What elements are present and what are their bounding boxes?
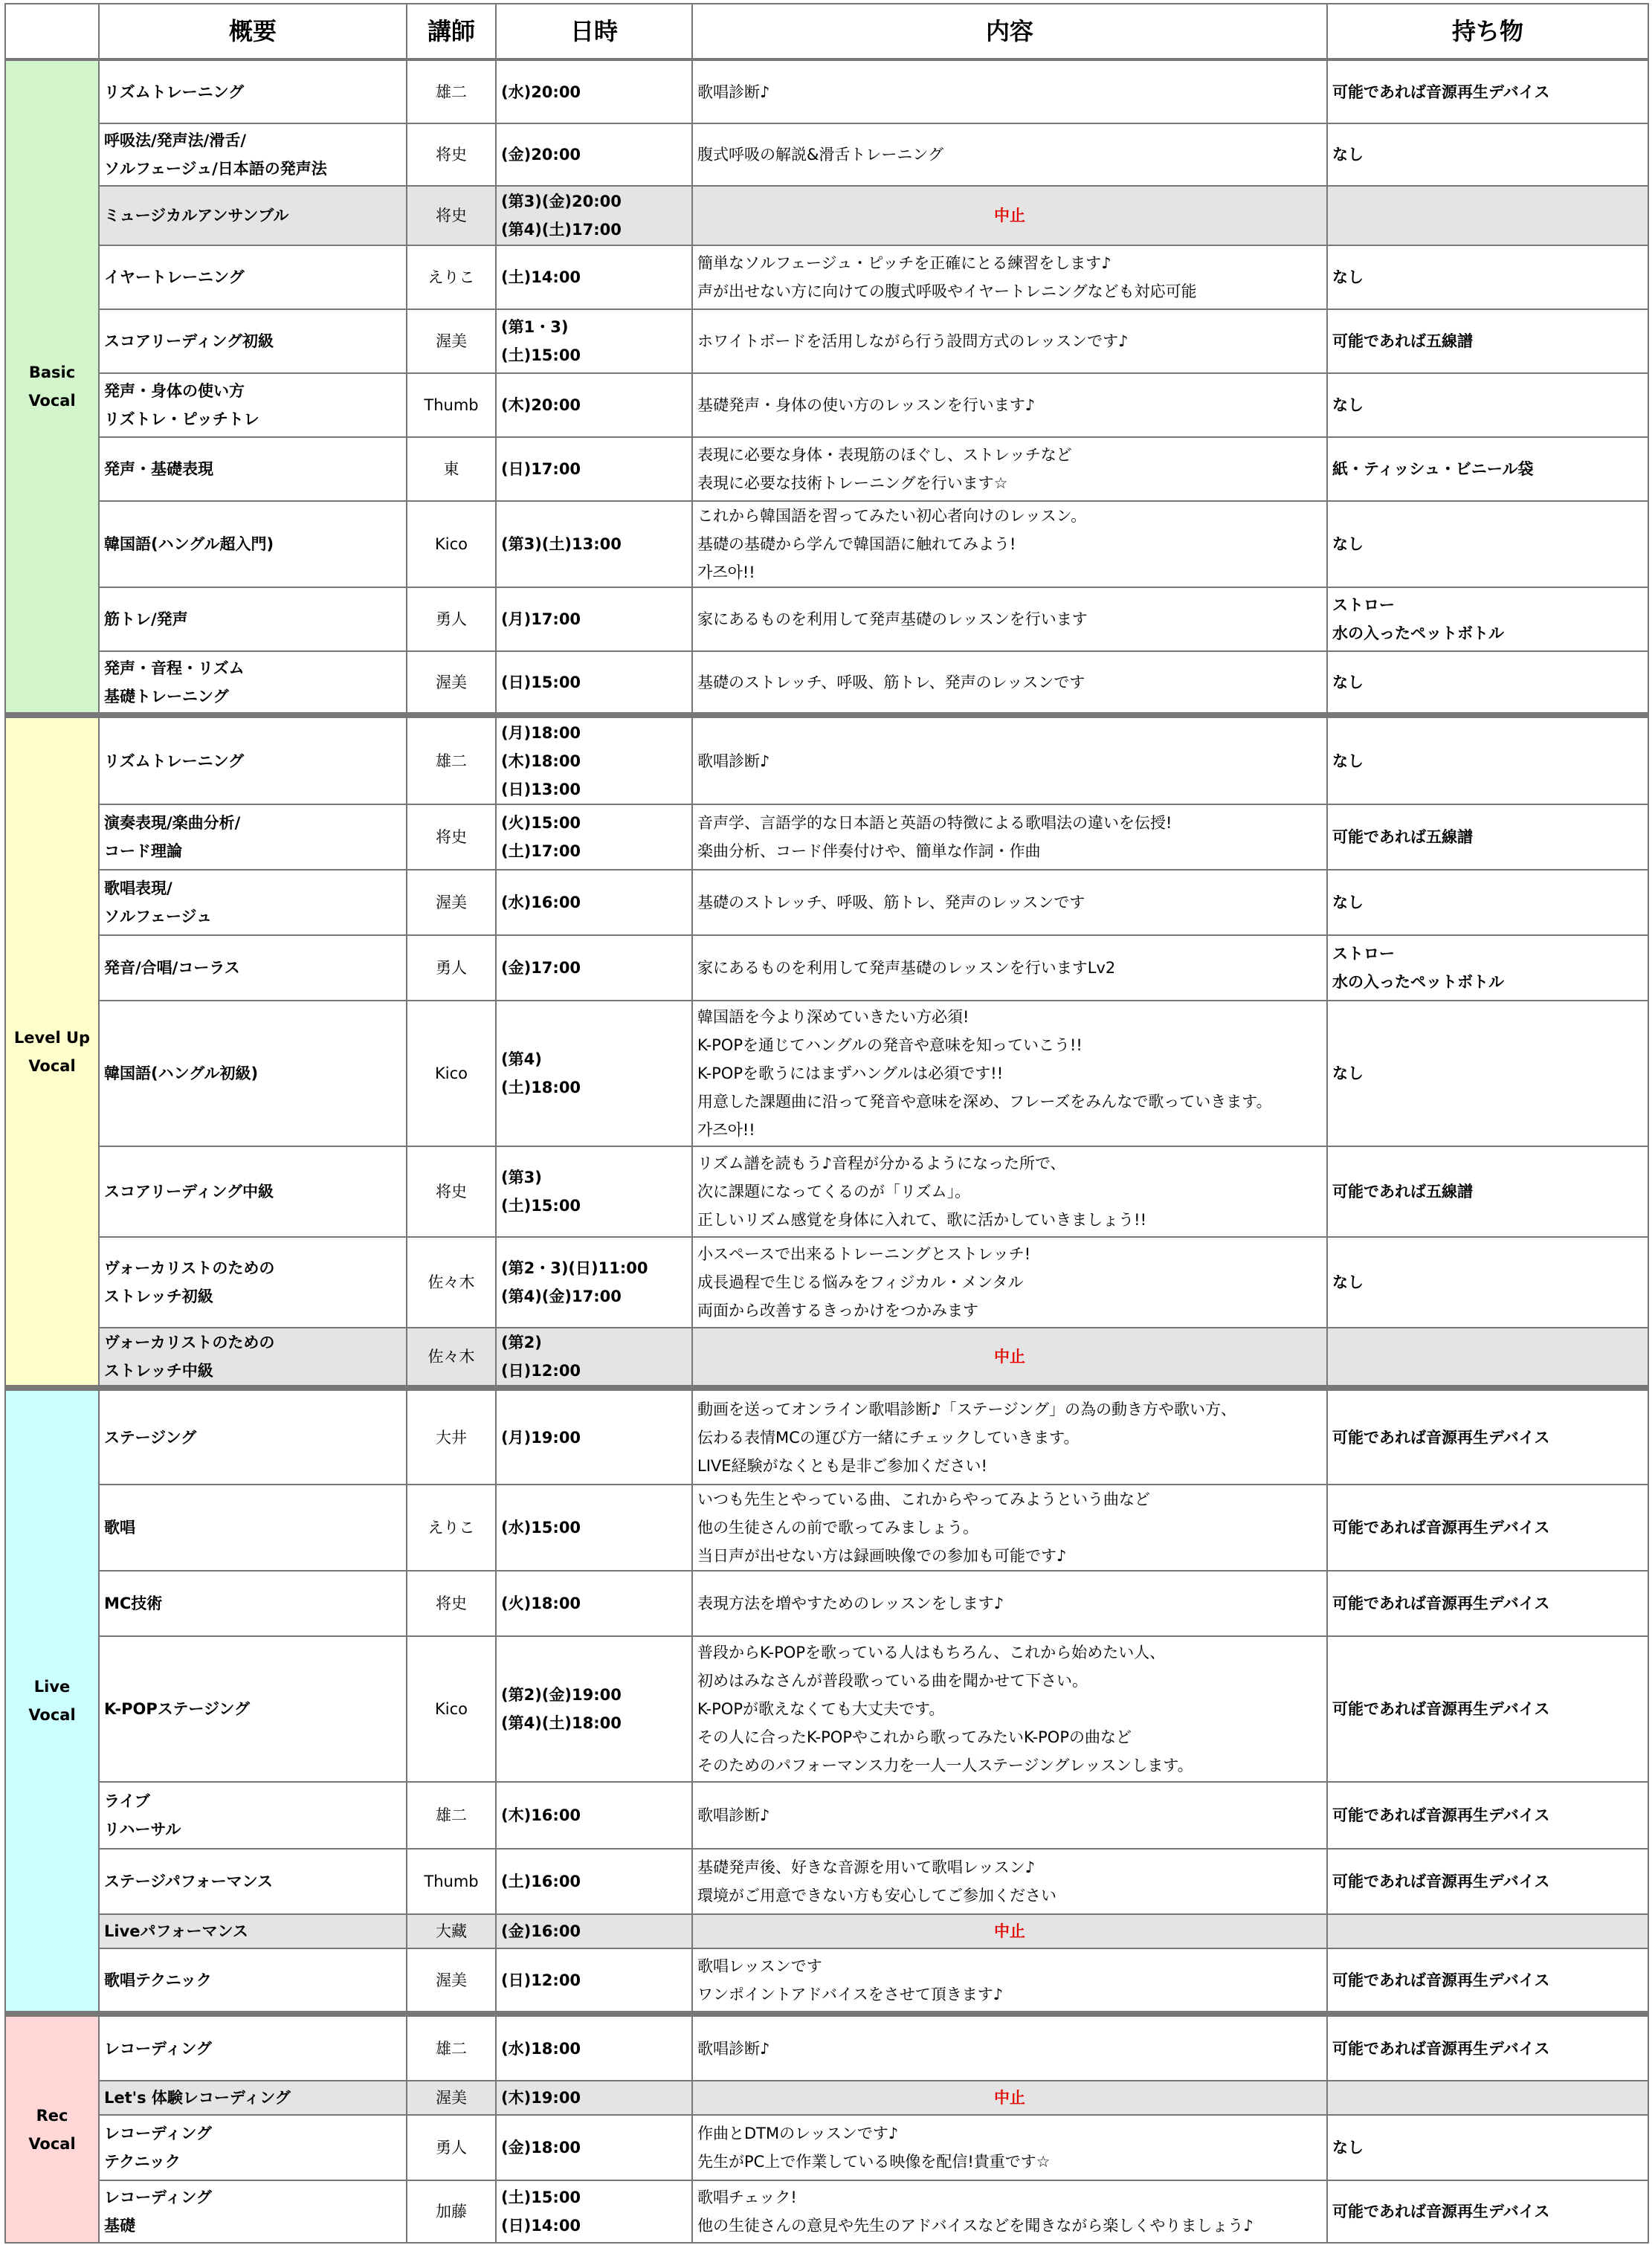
lesson-content: 歌唱診断♪ (692, 1782, 1327, 1849)
lesson-teacher: えりこ (407, 245, 496, 309)
lesson-content: 歌唱レッスンです ワンポイントアドバイスをさせて頂きます♪ (692, 1948, 1327, 2014)
lesson-items (1327, 1914, 1648, 1948)
lesson-summary: ライブ リハーサル (99, 1782, 407, 1849)
lesson-teacher: 渥美 (407, 651, 496, 715)
lesson-content: 歌唱診断♪ (692, 59, 1327, 123)
lesson-row (5, 1849, 1648, 1914)
lesson-teacher: Kico (407, 1001, 496, 1146)
lesson-items (1327, 186, 1648, 245)
lesson-content: 歌唱チェック! 他の生徒さんの意見や先生のアドバイスなどを聞きながら楽しくやりましょう♪ (692, 2180, 1327, 2243)
lesson-datetime: (日)15:00 (496, 651, 692, 715)
lesson-summary: スコアリーディング中級 (99, 1146, 407, 1237)
lesson-teacher: 渥美 (407, 870, 496, 935)
lesson-teacher: 渥美 (407, 2081, 496, 2115)
lesson-datetime: (月)19:00 (496, 1388, 692, 1485)
lesson-items: なし (1327, 501, 1648, 587)
lesson-datetime: (土)14:00 (496, 245, 692, 309)
lesson-row-cancelled (5, 2081, 1648, 2115)
lesson-row (5, 1146, 1648, 1237)
lesson-row (5, 1001, 1648, 1146)
cancelled-label: 中止 (692, 186, 1327, 245)
lesson-datetime: (第3)(金)20:00 (第4)(土)17:00 (496, 186, 692, 245)
lesson-datetime: (土)16:00 (496, 1849, 692, 1914)
lesson-content: 音声学、言語学的な日本語と英語の特徴による歌唱法の違いを伝授! 楽曲分析、コード伴奏付けや、簡単な作詞・作曲 (692, 804, 1327, 870)
lesson-summary: スコアリーディング初級 (99, 309, 407, 373)
section-label: Live Vocal (5, 1388, 99, 2014)
lesson-items: 可能であれば音源再生デバイス (1327, 2014, 1648, 2081)
lesson-teacher: Thumb (407, 1849, 496, 1914)
lesson-teacher: 雄二 (407, 2014, 496, 2081)
lesson-summary: 発声・音程・リズム 基礎トレーニング (99, 651, 407, 715)
lesson-summary: 発声・基礎表現 (99, 437, 407, 501)
lesson-teacher: 勇人 (407, 2115, 496, 2180)
lesson-teacher: Kico (407, 1636, 496, 1782)
lesson-row-cancelled (5, 1914, 1648, 1948)
lesson-teacher: 佐々木 (407, 1328, 496, 1388)
lesson-datetime: (金)16:00 (496, 1914, 692, 1948)
lesson-row (5, 804, 1648, 870)
lesson-summary: リズムトレーニング (99, 715, 407, 804)
lesson-row (5, 651, 1648, 715)
lesson-summary: 演奏表現/楽曲分析/ コード理論 (99, 804, 407, 870)
lesson-row (5, 1782, 1648, 1849)
lesson-summary: K-POPステージング (99, 1636, 407, 1782)
lesson-teacher: 将史 (407, 804, 496, 870)
cancelled-label: 中止 (692, 2081, 1327, 2115)
header-datetime: 日時 (496, 4, 692, 59)
lesson-row (5, 715, 1648, 804)
lesson-datetime: (第3)(土)13:00 (496, 501, 692, 587)
section-label: Rec Vocal (5, 2014, 99, 2243)
lesson-items: なし (1327, 715, 1648, 804)
lesson-items: 可能であれば音源再生デバイス (1327, 59, 1648, 123)
lesson-row (5, 437, 1648, 501)
lesson-datetime: (水)18:00 (496, 2014, 692, 2081)
lesson-items: なし (1327, 2115, 1648, 2180)
cancelled-label: 中止 (692, 1328, 1327, 1388)
lesson-teacher: 東 (407, 437, 496, 501)
lesson-teacher: 将史 (407, 123, 496, 186)
lesson-items: 可能であれば音源再生デバイス (1327, 2180, 1648, 2243)
lesson-teacher: 将史 (407, 186, 496, 245)
lesson-summary: Liveパフォーマンス (99, 1914, 407, 1948)
lesson-datetime: (第1・3) (土)15:00 (496, 309, 692, 373)
lesson-content: 家にあるものを利用して発声基礎のレッスンを行いますLv2 (692, 935, 1327, 1001)
lesson-teacher: 渥美 (407, 309, 496, 373)
lesson-items: なし (1327, 245, 1648, 309)
lesson-items: 可能であれば音源再生デバイス (1327, 1849, 1648, 1914)
lesson-items: なし (1327, 1237, 1648, 1328)
lesson-items: ストロー 水の入ったペットボトル (1327, 587, 1648, 651)
lesson-datetime: (金)18:00 (496, 2115, 692, 2180)
lesson-datetime: (土)15:00 (日)14:00 (496, 2180, 692, 2243)
lesson-row (5, 1571, 1648, 1636)
lesson-datetime: (木)16:00 (496, 1782, 692, 1849)
lesson-summary: 韓国語(ハングル初級) (99, 1001, 407, 1146)
lesson-summary: 発声・身体の使い方 リズトレ・ピッチトレ (99, 373, 407, 437)
lesson-row (5, 1388, 1648, 1485)
lesson-items: なし (1327, 870, 1648, 935)
lesson-content: 韓国語を今より深めていきたい方必須! K-POPを通じてハングルの発音や意味を知っていこう!! K-POPを歌うにはまずハングルは必須です!! 用意した課題曲に沿って発音や意味を深め、フレーズをみんなで歌っていきます。 가즈아!! (692, 1001, 1327, 1146)
lesson-content: 歌唱診断♪ (692, 715, 1327, 804)
lesson-teacher: 佐々木 (407, 1237, 496, 1328)
lesson-row (5, 1636, 1648, 1782)
lesson-content: 基礎発声・身体の使い方のレッスンを行います♪ (692, 373, 1327, 437)
lesson-summary: MC技術 (99, 1571, 407, 1636)
lesson-datetime: (第2) (日)12:00 (496, 1328, 692, 1388)
cancelled-label: 中止 (692, 1914, 1327, 1948)
lesson-datetime: (第3) (土)15:00 (496, 1146, 692, 1237)
lesson-items: 可能であれば五線譜 (1327, 1146, 1648, 1237)
lesson-teacher: 大藏 (407, 1914, 496, 1948)
lesson-items: 紙・ティッシュ・ビニール袋 (1327, 437, 1648, 501)
lesson-teacher: 勇人 (407, 587, 496, 651)
lesson-row (5, 245, 1648, 309)
lesson-row (5, 1237, 1648, 1328)
lesson-datetime: (月)18:00 (木)18:00 (日)13:00 (496, 715, 692, 804)
lesson-row (5, 373, 1648, 437)
lesson-row (5, 935, 1648, 1001)
lesson-items: 可能であれば音源再生デバイス (1327, 1948, 1648, 2014)
lesson-content: ホワイトボードを活用しながら行う設問方式のレッスンです♪ (692, 309, 1327, 373)
lesson-content: 腹式呼吸の解説&滑舌トレーニング (692, 123, 1327, 186)
lesson-summary: 呼吸法/発声法/滑舌/ ソルフェージュ/日本語の発声法 (99, 123, 407, 186)
lesson-row-cancelled (5, 186, 1648, 245)
lesson-items: なし (1327, 373, 1648, 437)
lesson-summary: レコーディング 基礎 (99, 2180, 407, 2243)
lesson-summary: レコーディング テクニック (99, 2115, 407, 2180)
lesson-datetime: (日)17:00 (496, 437, 692, 501)
lesson-datetime: (第2)(金)19:00 (第4)(土)18:00 (496, 1636, 692, 1782)
lesson-datetime: (火)15:00 (土)17:00 (496, 804, 692, 870)
lesson-datetime: (日)12:00 (496, 1948, 692, 2014)
lesson-summary: 歌唱表現/ ソルフェージュ (99, 870, 407, 935)
lesson-summary: ヴォーカリストのための ストレッチ中級 (99, 1328, 407, 1388)
lesson-summary: ステージパフォーマンス (99, 1849, 407, 1914)
lesson-teacher: 将史 (407, 1571, 496, 1636)
lesson-content: 基礎のストレッチ、呼吸、筋トレ、発声のレッスンです (692, 651, 1327, 715)
lesson-summary: ミュージカルアンサンブル (99, 186, 407, 245)
header-content: 内容 (692, 4, 1327, 59)
lesson-content: 表現に必要な身体・表現筋のほぐし、ストレッチなど 表現に必要な技術トレーニングを行います☆ (692, 437, 1327, 501)
lesson-datetime: (月)17:00 (496, 587, 692, 651)
lesson-items: 可能であれば音源再生デバイス (1327, 1571, 1648, 1636)
lesson-content: 基礎発声後、好きな音源を用いて歌唱レッスン♪ 環境がご用意できない方も安心してご参加ください (692, 1849, 1327, 1914)
lesson-summary: 歌唱 (99, 1485, 407, 1571)
lesson-items: なし (1327, 1001, 1648, 1146)
lesson-teacher: 勇人 (407, 935, 496, 1001)
lesson-content: 簡単なソルフェージュ・ピッチを正確にとる練習をします♪ 声が出せない方に向けての腹式呼吸やイヤートレニングなども対応可能 (692, 245, 1327, 309)
lesson-teacher: 加藤 (407, 2180, 496, 2243)
lesson-items (1327, 1328, 1648, 1388)
lesson-items: 可能であれば五線譜 (1327, 309, 1648, 373)
lesson-teacher: えりこ (407, 1485, 496, 1571)
lesson-items (1327, 2081, 1648, 2115)
lesson-datetime: (木)19:00 (496, 2081, 692, 2115)
lesson-summary: 発音/合唱/コーラス (99, 935, 407, 1001)
lesson-teacher: Thumb (407, 373, 496, 437)
lesson-datetime: (水)16:00 (496, 870, 692, 935)
lesson-row (5, 309, 1648, 373)
lesson-items: 可能であれば音源再生デバイス (1327, 1782, 1648, 1849)
lesson-datetime: (第4) (土)18:00 (496, 1001, 692, 1146)
lesson-items: なし (1327, 651, 1648, 715)
lesson-row (5, 123, 1648, 186)
lesson-datetime: (木)20:00 (496, 373, 692, 437)
header-summary: 概要 (99, 4, 407, 59)
header-category (5, 4, 99, 59)
lesson-teacher: 渥美 (407, 1948, 496, 2014)
lesson-content: 歌唱診断♪ (692, 2014, 1327, 2081)
lesson-content: いつも先生とやっている曲、これからやってみようという曲など 他の生徒さんの前で歌ってみましょう。 当日声が出せない方は録画映像での参加も可能です♪ (692, 1485, 1327, 1571)
lesson-summary: レコーディング (99, 2014, 407, 2081)
lesson-summary: イヤートレーニング (99, 245, 407, 309)
lesson-datetime: (金)20:00 (496, 123, 692, 186)
header-teacher: 講師 (407, 4, 496, 59)
lesson-row (5, 2115, 1648, 2180)
lesson-content: 作曲とDTMのレッスンです♪ 先生がPC上で作業している映像を配信!貴重です☆ (692, 2115, 1327, 2180)
lesson-row (5, 2180, 1648, 2243)
lesson-content: これから韓国語を習ってみたい初心者向けのレッスン。 基礎の基礎から学んで韓国語に触れてみよう! 가즈아!! (692, 501, 1327, 587)
lesson-content: 小スペースで出来るトレーニングとストレッチ! 成長過程で生じる悩みをフィジカル・メンタル 両面から改善するきっかけをつかみます (692, 1237, 1327, 1328)
section-label: Basic Vocal (5, 59, 99, 715)
lesson-content: 普段からK-POPを歌っている人はもちろん、これから始めたい人、 初めはみなさんが普段歌っている曲を聞かせて下さい。 K-POPが歌えなくても大丈夫です。 その人に合ったK-POPやこれから歌ってみたいK-POPの曲など そのためのパフォーマンス力を一人一人ステージングレッスンします。 (692, 1636, 1327, 1782)
section-label: Level Up Vocal (5, 715, 99, 1388)
lesson-schedule-table (4, 3, 1649, 2244)
lesson-items: なし (1327, 123, 1648, 186)
lesson-teacher: 大井 (407, 1388, 496, 1485)
lesson-datetime: (火)18:00 (496, 1571, 692, 1636)
lesson-row (5, 1485, 1648, 1571)
lesson-items: ストロー 水の入ったペットボトル (1327, 935, 1648, 1001)
lesson-summary: Let's 体験レコーディング (99, 2081, 407, 2115)
lesson-content: 家にあるものを利用して発声基礎のレッスンを行います (692, 587, 1327, 651)
header-items: 持ち物 (1327, 4, 1648, 59)
lesson-items: 可能であれば音源再生デバイス (1327, 1636, 1648, 1782)
lesson-row (5, 2014, 1648, 2081)
lesson-content: 表現方法を増やすためのレッスンをします♪ (692, 1571, 1327, 1636)
lesson-teacher: 将史 (407, 1146, 496, 1237)
lesson-content: 動画を送ってオンライン歌唱診断♪「ステージング」の為の動き方や歌い方、 伝わる表情MCの運び方一緒にチェックしていきます。 LIVE経験がなくとも是非ご参加ください! (692, 1388, 1327, 1485)
lesson-row-cancelled (5, 1328, 1648, 1388)
lesson-summary: 筋トレ/発声 (99, 587, 407, 651)
lesson-datetime: (第2・3)(日)11:00 (第4)(金)17:00 (496, 1237, 692, 1328)
lesson-teacher: 雄二 (407, 715, 496, 804)
lesson-teacher: Kico (407, 501, 496, 587)
lesson-row (5, 501, 1648, 587)
lesson-row (5, 870, 1648, 935)
lesson-content: 基礎のストレッチ、呼吸、筋トレ、発声のレッスンです (692, 870, 1327, 935)
lesson-datetime: (水)20:00 (496, 59, 692, 123)
lesson-datetime: (水)15:00 (496, 1485, 692, 1571)
lesson-summary: ヴォーカリストのための ストレッチ初級 (99, 1237, 407, 1328)
lesson-items: 可能であれば五線譜 (1327, 804, 1648, 870)
lesson-summary: ステージング (99, 1388, 407, 1485)
lesson-summary: 韓国語(ハングル超入門) (99, 501, 407, 587)
lesson-teacher: 雄二 (407, 59, 496, 123)
lesson-content: リズム譜を読もう♪音程が分かるようになった所で、 次に課題になってくるのが「リズム」。 正しいリズム感覚を身体に入れて、歌に活かしていきましょう!! (692, 1146, 1327, 1237)
schedule-body (5, 59, 1648, 2243)
lesson-summary: 歌唱テクニック (99, 1948, 407, 2014)
lesson-row (5, 587, 1648, 651)
lesson-row (5, 59, 1648, 123)
lesson-items: 可能であれば音源再生デバイス (1327, 1485, 1648, 1571)
lesson-summary: リズムトレーニング (99, 59, 407, 123)
lesson-teacher: 雄二 (407, 1782, 496, 1849)
lesson-row (5, 1948, 1648, 2014)
header-row (5, 4, 1648, 59)
lesson-datetime: (金)17:00 (496, 935, 692, 1001)
lesson-items: 可能であれば音源再生デバイス (1327, 1388, 1648, 1485)
